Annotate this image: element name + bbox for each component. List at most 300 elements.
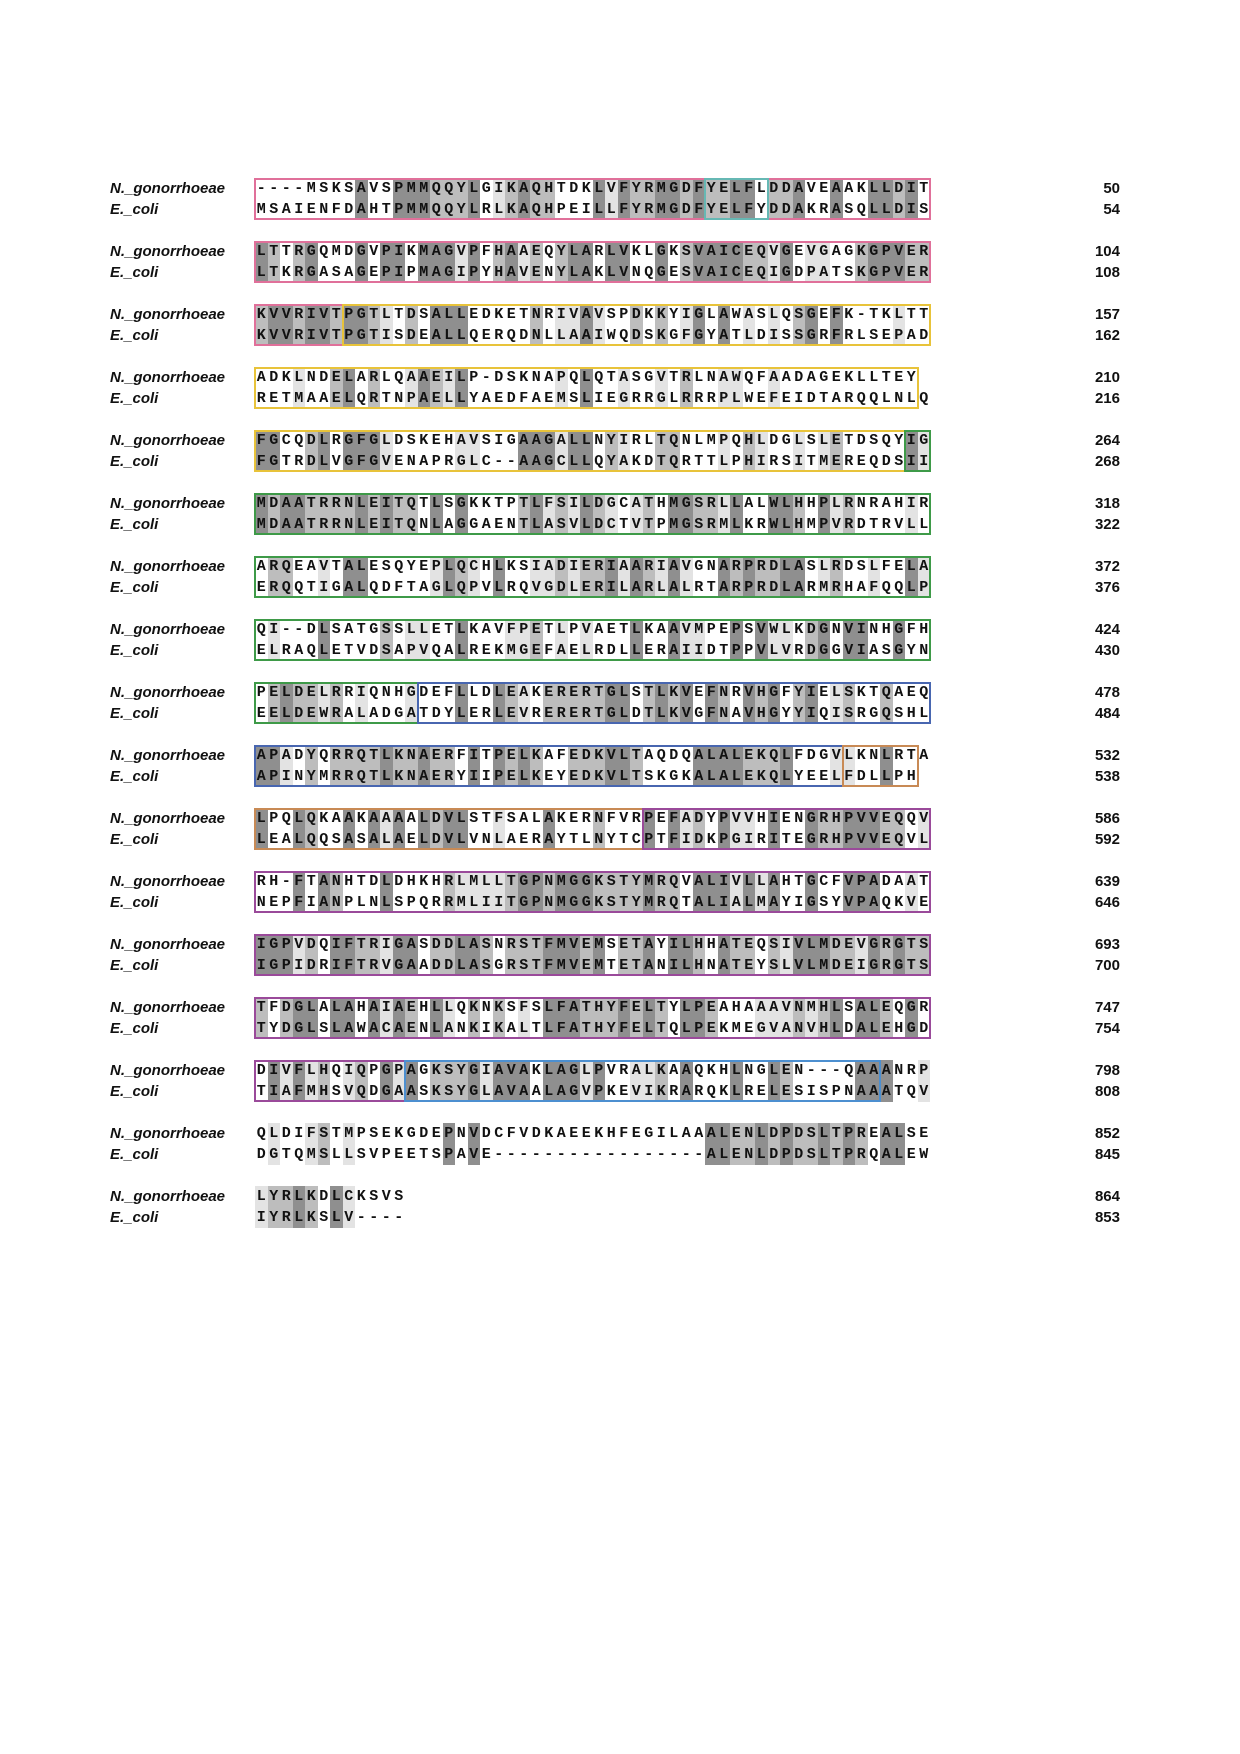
- residue: V: [581, 1083, 591, 1100]
- residue: P: [719, 432, 729, 449]
- residue: A: [694, 873, 704, 890]
- residue: S: [894, 705, 904, 722]
- residue: L: [469, 180, 479, 197]
- residue: N: [631, 264, 641, 281]
- residue: N: [531, 369, 541, 386]
- residue: P: [919, 1062, 929, 1079]
- residue: A: [394, 1083, 404, 1100]
- residue: E: [569, 684, 579, 701]
- residue: E: [731, 1146, 741, 1163]
- residue: I: [569, 558, 579, 575]
- residue: A: [669, 621, 679, 638]
- residue: G: [694, 558, 704, 575]
- residue: N: [331, 873, 341, 890]
- residue: E: [419, 327, 429, 344]
- residue: M: [819, 579, 829, 596]
- residue: A: [831, 201, 841, 218]
- residue: L: [881, 390, 891, 407]
- residue: D: [681, 180, 691, 197]
- residue: G: [694, 306, 704, 323]
- residue: A: [281, 831, 291, 848]
- alignment-block: [110, 997, 1120, 1060]
- n-gonorrhoeae-row: [110, 997, 1120, 1018]
- residue: Q: [894, 831, 904, 848]
- species-label: N._gonorrhoeae: [110, 747, 226, 764]
- residue: R: [506, 579, 516, 596]
- residue: Y: [906, 369, 916, 386]
- residue: L: [856, 327, 866, 344]
- e-coli-row: [110, 766, 1120, 787]
- residue: G: [269, 957, 279, 974]
- residue: G: [494, 957, 504, 974]
- residue: L: [731, 180, 741, 197]
- residue: Y: [456, 201, 466, 218]
- residue: T: [331, 327, 341, 344]
- residue: I: [619, 432, 629, 449]
- residue: L: [756, 180, 766, 197]
- residue-position: 853: [1094, 1209, 1120, 1226]
- residue: P: [406, 264, 416, 281]
- residue: A: [794, 579, 804, 596]
- residue: N: [919, 642, 929, 659]
- residue: T: [531, 957, 541, 974]
- residue: V: [806, 1020, 816, 1037]
- residue: P: [719, 390, 729, 407]
- residue: T: [819, 390, 829, 407]
- residue: T: [581, 1020, 591, 1037]
- residue: L: [769, 1083, 779, 1100]
- residue: E: [369, 264, 379, 281]
- residue: H: [494, 264, 504, 281]
- residue: L: [419, 810, 429, 827]
- residue: F: [544, 936, 554, 953]
- residue: R: [844, 495, 854, 512]
- residue: R: [344, 684, 354, 701]
- residue: P: [256, 684, 266, 701]
- residue: V: [294, 936, 304, 953]
- residue: G: [456, 495, 466, 512]
- residue: L: [381, 747, 391, 764]
- residue: G: [369, 453, 379, 470]
- sequence: [255, 955, 930, 976]
- residue: H: [906, 768, 916, 785]
- residue: S: [481, 936, 491, 953]
- residue: -: [294, 180, 304, 197]
- residue: I: [856, 642, 866, 659]
- residue: E: [394, 453, 404, 470]
- residue: V: [369, 180, 379, 197]
- species-label: E._coli: [110, 264, 159, 281]
- residue: L: [844, 747, 854, 764]
- residue: A: [519, 243, 529, 260]
- residue: L: [619, 579, 629, 596]
- residue: Q: [881, 684, 891, 701]
- residue: L: [406, 621, 416, 638]
- residue: F: [556, 747, 566, 764]
- residue: I: [469, 747, 479, 764]
- residue: E: [431, 621, 441, 638]
- residue: Y: [781, 894, 791, 911]
- residue: L: [719, 495, 729, 512]
- residue: L: [644, 1062, 654, 1079]
- residue: M: [294, 390, 304, 407]
- residue: L: [531, 810, 541, 827]
- residue: H: [406, 873, 416, 890]
- residue: A: [869, 1083, 879, 1100]
- residue: L: [769, 1062, 779, 1079]
- residue: R: [506, 936, 516, 953]
- residue: M: [456, 894, 466, 911]
- residue: A: [881, 495, 891, 512]
- residue: I: [856, 621, 866, 638]
- residue: Y: [481, 264, 491, 281]
- residue: T: [831, 264, 841, 281]
- residue: -: [381, 1209, 391, 1226]
- residue: L: [356, 579, 366, 596]
- residue: P: [494, 768, 504, 785]
- residue: K: [419, 873, 429, 890]
- residue: L: [419, 621, 429, 638]
- residue: L: [306, 999, 316, 1016]
- residue: G: [356, 243, 366, 260]
- residue: L: [456, 390, 466, 407]
- residue: G: [456, 516, 466, 533]
- residue: V: [869, 810, 879, 827]
- residue: N: [719, 705, 729, 722]
- residue: -: [569, 1146, 579, 1163]
- residue: N: [794, 810, 804, 827]
- residue: T: [619, 894, 629, 911]
- residue: -: [581, 1146, 591, 1163]
- residue: -: [294, 621, 304, 638]
- residue: D: [306, 621, 316, 638]
- residue: V: [694, 264, 704, 281]
- residue: M: [556, 936, 566, 953]
- residue: A: [631, 1062, 641, 1079]
- residue: D: [381, 579, 391, 596]
- e-coli-row: [110, 577, 1120, 598]
- residue: L: [606, 264, 616, 281]
- residue: T: [844, 432, 854, 449]
- residue: V: [919, 1083, 929, 1100]
- residue: G: [894, 621, 904, 638]
- residue: M: [419, 264, 429, 281]
- residue: S: [869, 327, 879, 344]
- residue: G: [581, 873, 591, 890]
- residue: G: [406, 684, 416, 701]
- residue: A: [631, 579, 641, 596]
- e-coli-row: [110, 262, 1120, 283]
- residue: I: [306, 306, 316, 323]
- residue: L: [731, 1062, 741, 1079]
- residue: N: [381, 684, 391, 701]
- residue: I: [469, 768, 479, 785]
- residue: G: [519, 873, 529, 890]
- residue: C: [469, 558, 479, 575]
- alignment-block: [110, 934, 1120, 997]
- residue: A: [694, 1125, 704, 1142]
- residue: S: [319, 1209, 329, 1226]
- residue: P: [381, 264, 391, 281]
- residue: L: [319, 684, 329, 701]
- residue: P: [519, 621, 529, 638]
- residue: T: [256, 1020, 266, 1037]
- residue: L: [656, 579, 666, 596]
- residue: I: [381, 999, 391, 1016]
- residue: R: [819, 201, 829, 218]
- residue: T: [894, 1083, 904, 1100]
- residue: L: [869, 999, 879, 1016]
- residue: T: [344, 642, 354, 659]
- sequence: [255, 619, 930, 640]
- residue: S: [906, 1125, 916, 1142]
- residue: G: [906, 999, 916, 1016]
- residue: P: [356, 1125, 366, 1142]
- residue: T: [481, 747, 491, 764]
- residue: Y: [706, 810, 716, 827]
- residue: -: [494, 453, 504, 470]
- residue: I: [581, 201, 591, 218]
- residue: K: [656, 306, 666, 323]
- residue: E: [756, 390, 766, 407]
- residue: A: [781, 1020, 791, 1037]
- residue: E: [406, 1020, 416, 1037]
- residue: F: [256, 453, 266, 470]
- species-label: N._gonorrhoeae: [110, 684, 226, 701]
- residue: A: [569, 999, 579, 1016]
- residue: I: [269, 1083, 279, 1100]
- residue: M: [694, 621, 704, 638]
- residue: E: [781, 1062, 791, 1079]
- residue: R: [444, 453, 454, 470]
- residue: G: [269, 936, 279, 953]
- residue: T: [556, 180, 566, 197]
- residue: G: [894, 957, 904, 974]
- residue: E: [581, 936, 591, 953]
- residue: N: [319, 201, 329, 218]
- residue: A: [369, 999, 379, 1016]
- residue: P: [806, 264, 816, 281]
- residue: F: [669, 810, 679, 827]
- residue: L: [831, 768, 841, 785]
- residue: -: [606, 1146, 616, 1163]
- residue: E: [669, 264, 679, 281]
- residue: K: [406, 243, 416, 260]
- residue: W: [319, 705, 329, 722]
- residue: R: [644, 558, 654, 575]
- residue: A: [444, 1020, 454, 1037]
- residue: P: [444, 1146, 454, 1163]
- residue: V: [619, 264, 629, 281]
- residue: E: [719, 180, 729, 197]
- sequence-alignment: [110, 178, 1120, 1249]
- residue: E: [569, 705, 579, 722]
- residue: I: [606, 579, 616, 596]
- residue: L: [356, 894, 366, 911]
- residue: G: [894, 936, 904, 953]
- residue: V: [344, 1083, 354, 1100]
- residue: N: [831, 621, 841, 638]
- residue: G: [694, 327, 704, 344]
- residue: L: [806, 957, 816, 974]
- residue: H: [806, 495, 816, 512]
- residue: E: [731, 1125, 741, 1142]
- residue: L: [881, 180, 891, 197]
- residue: G: [394, 957, 404, 974]
- residue: G: [819, 621, 829, 638]
- residue: Q: [769, 768, 779, 785]
- residue: E: [531, 621, 541, 638]
- residue: K: [544, 1125, 554, 1142]
- residue: F: [669, 831, 679, 848]
- residue: W: [769, 516, 779, 533]
- residue: R: [581, 810, 591, 827]
- residue: E: [331, 390, 341, 407]
- residue: G: [869, 264, 879, 281]
- residue: R: [806, 579, 816, 596]
- residue: -: [856, 306, 866, 323]
- residue: A: [819, 264, 829, 281]
- residue: R: [706, 390, 716, 407]
- residue: L: [381, 306, 391, 323]
- residue: H: [606, 1125, 616, 1142]
- residue: R: [856, 1146, 866, 1163]
- residue: V: [856, 831, 866, 848]
- residue: L: [681, 957, 691, 974]
- residue: R: [731, 579, 741, 596]
- residue: V: [319, 306, 329, 323]
- residue: P: [706, 621, 716, 638]
- residue: F: [294, 873, 304, 890]
- residue: A: [569, 327, 579, 344]
- alignment-block: [110, 745, 1120, 808]
- residue: I: [806, 1083, 816, 1100]
- residue: R: [844, 327, 854, 344]
- residue: R: [694, 1083, 704, 1100]
- residue: L: [569, 453, 579, 470]
- residue: G: [544, 432, 554, 449]
- residue: V: [756, 621, 766, 638]
- residue: Y: [894, 432, 904, 449]
- residue: I: [319, 579, 329, 596]
- residue: L: [794, 432, 804, 449]
- residue: L: [881, 768, 891, 785]
- residue: N: [544, 873, 554, 890]
- residue: E: [481, 1146, 491, 1163]
- residue: R: [694, 390, 704, 407]
- residue: D: [806, 621, 816, 638]
- residue: G: [806, 894, 816, 911]
- alignment-block: [110, 178, 1120, 241]
- residue: L: [331, 1209, 341, 1226]
- residue: V: [606, 768, 616, 785]
- residue: L: [706, 768, 716, 785]
- residue: A: [531, 453, 541, 470]
- residue: K: [681, 768, 691, 785]
- residue: M: [419, 201, 429, 218]
- residue: E: [269, 705, 279, 722]
- residue: L: [744, 327, 754, 344]
- residue: T: [706, 579, 716, 596]
- species-label: N._gonorrhoeae: [110, 621, 226, 638]
- residue: C: [281, 432, 291, 449]
- residue: K: [669, 705, 679, 722]
- residue: I: [381, 495, 391, 512]
- residue: K: [506, 201, 516, 218]
- species-label: E._coli: [110, 327, 159, 344]
- residue: K: [856, 180, 866, 197]
- residue: V: [769, 1020, 779, 1037]
- residue: E: [694, 684, 704, 701]
- residue: T: [569, 831, 579, 848]
- residue: S: [531, 999, 541, 1016]
- residue: F: [481, 243, 491, 260]
- residue: Q: [419, 894, 429, 911]
- residue: D: [406, 327, 416, 344]
- residue: A: [519, 201, 529, 218]
- residue: K: [281, 264, 291, 281]
- residue: R: [481, 705, 491, 722]
- residue: A: [706, 1125, 716, 1142]
- residue: L: [731, 495, 741, 512]
- residue: Q: [319, 243, 329, 260]
- residue: T: [794, 873, 804, 890]
- residue: E: [369, 558, 379, 575]
- residue: L: [306, 1020, 316, 1037]
- residue: R: [444, 873, 454, 890]
- residue: D: [794, 1146, 804, 1163]
- residue: A: [494, 1062, 504, 1079]
- residue: K: [656, 1083, 666, 1100]
- residue-position: 104: [1094, 243, 1120, 260]
- residue: A: [419, 957, 429, 974]
- residue: E: [506, 705, 516, 722]
- residue: E: [831, 453, 841, 470]
- residue: L: [894, 1125, 904, 1142]
- residue: G: [694, 705, 704, 722]
- residue: A: [369, 810, 379, 827]
- residue: L: [906, 579, 916, 596]
- residue: Q: [856, 390, 866, 407]
- residue: F: [356, 453, 366, 470]
- residue: Q: [819, 705, 829, 722]
- residue: L: [869, 558, 879, 575]
- residue: P: [406, 894, 416, 911]
- residue: A: [831, 390, 841, 407]
- residue: D: [769, 180, 779, 197]
- residue: E: [819, 768, 829, 785]
- residue: E: [781, 390, 791, 407]
- residue: Q: [394, 369, 404, 386]
- residue: Q: [869, 390, 879, 407]
- residue: A: [656, 621, 666, 638]
- residue: Q: [856, 201, 866, 218]
- residue: N: [331, 894, 341, 911]
- residue: H: [756, 684, 766, 701]
- residue: T: [694, 453, 704, 470]
- residue: V: [894, 243, 904, 260]
- residue: T: [419, 705, 429, 722]
- residue: H: [881, 621, 891, 638]
- residue: A: [644, 936, 654, 953]
- residue: A: [706, 264, 716, 281]
- residue: T: [369, 306, 379, 323]
- residue: P: [694, 999, 704, 1016]
- residue: -: [481, 369, 491, 386]
- residue: G: [606, 705, 616, 722]
- residue: L: [544, 999, 554, 1016]
- residue: -: [506, 1146, 516, 1163]
